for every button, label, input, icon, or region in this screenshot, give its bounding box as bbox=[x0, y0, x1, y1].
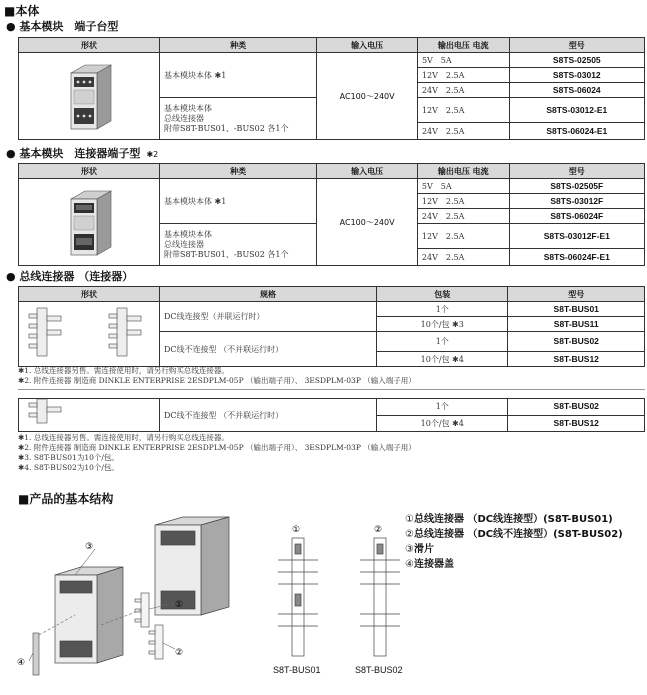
model-cell: S8TS-02505 bbox=[509, 53, 644, 68]
model-cell: S8TS-03012-E1 bbox=[509, 98, 644, 123]
col-header: 规格 bbox=[160, 287, 377, 302]
output-cell: 24V 2.5A bbox=[417, 123, 509, 140]
footnote: ✱1. 总线连接器另售。需连接使用时，请另行购买总线连接器。 bbox=[18, 366, 229, 375]
table2-heading bbox=[6, 145, 158, 161]
model-cell: S8TS-06024-E1 bbox=[509, 123, 644, 140]
table2 bbox=[18, 163, 645, 266]
table3-heading: ● 总线连接器 （连接器） bbox=[6, 270, 134, 283]
bus-connector-image bbox=[19, 302, 159, 362]
pack-cell: 1个 bbox=[377, 302, 508, 317]
pack-cell: 10个/包 ✱3 bbox=[377, 317, 508, 332]
connector-image-cell bbox=[19, 302, 160, 367]
output-cell: 24V 2.5A bbox=[417, 209, 509, 224]
assembly-diagram bbox=[15, 515, 265, 685]
table1 bbox=[18, 37, 645, 140]
table3-header-row bbox=[19, 287, 645, 302]
callout-3: ③ bbox=[85, 542, 94, 552]
callout-1: ① bbox=[175, 600, 184, 610]
legend-num: ④ bbox=[405, 559, 414, 570]
footnotes-b bbox=[18, 433, 416, 473]
model-cell: S8TS-03012F bbox=[509, 194, 644, 209]
model-cell: S8T-BUS12 bbox=[508, 415, 645, 432]
table2-heading-note: ✱2 bbox=[146, 150, 159, 159]
product-image-cell bbox=[19, 179, 160, 266]
table2-heading-text: ● 基本模块 连接器端子型 bbox=[6, 147, 141, 160]
connector-image-cell bbox=[19, 399, 160, 432]
output-cell: 12V 2.5A bbox=[417, 68, 509, 83]
legend-text: 总线连接器 （DC线连接型）(S8T-BUS01) bbox=[413, 514, 613, 525]
bus01-callout: ① bbox=[292, 525, 301, 535]
power-module-image bbox=[19, 53, 159, 135]
kind-line: 基本模块本体 bbox=[164, 103, 212, 113]
bus01-caption: S8T-BUS01 bbox=[273, 665, 321, 675]
pack-cell: 1个 bbox=[377, 332, 508, 352]
legend-num: ① bbox=[405, 514, 414, 525]
legend-item bbox=[405, 512, 623, 527]
footnote: ✱3. S8T-BUS01为10个/包。 bbox=[18, 453, 119, 462]
kind-line: 附带S8T-BUS01、-BUS02 各1个 bbox=[164, 249, 289, 259]
pack-cell: 1个 bbox=[377, 399, 508, 416]
legend-item bbox=[405, 542, 623, 557]
legend-item bbox=[405, 527, 623, 542]
col-header: 形状 bbox=[19, 164, 160, 179]
bus02-drawing bbox=[350, 522, 410, 662]
legend bbox=[405, 512, 623, 572]
output-cell: 5V 5A bbox=[417, 53, 509, 68]
spec-cell: DC线不连接型 （不并联运行时） bbox=[160, 332, 377, 367]
kind-line: 附带S8T-BUS01、-BUS02 各1个 bbox=[164, 123, 289, 133]
table2-header-row bbox=[19, 164, 645, 179]
bus02-callout: ② bbox=[374, 525, 383, 535]
output-cell: 5V 5A bbox=[417, 179, 509, 194]
kind-cell bbox=[160, 98, 317, 140]
bus02-caption: S8T-BUS02 bbox=[355, 665, 403, 675]
legend-text: 滑片 bbox=[413, 544, 434, 555]
legend-num: ③ bbox=[405, 544, 414, 555]
col-header: 输入电压 bbox=[317, 38, 418, 53]
kind-line: 基本模块本体 bbox=[164, 229, 212, 239]
structure-title: ■产品的基本结构 bbox=[18, 492, 114, 506]
section-title: ■本体 bbox=[4, 4, 40, 18]
table1-heading: ● 基本模块 端子台型 bbox=[6, 20, 119, 33]
model-cell: S8TS-03012 bbox=[509, 68, 644, 83]
table-row bbox=[19, 302, 645, 317]
table1-header-row bbox=[19, 38, 645, 53]
spec-cell: DC线不连接型 （不并联运行时） bbox=[160, 399, 377, 432]
col-header: 包装 bbox=[377, 287, 508, 302]
power-module-image bbox=[19, 179, 159, 261]
table-row bbox=[19, 399, 645, 416]
output-cell: 12V 2.5A bbox=[417, 224, 509, 249]
kind-line: 总线连接器 bbox=[164, 239, 204, 249]
model-cell: S8TS-06024F bbox=[509, 209, 644, 224]
input-voltage: AC100～240V bbox=[317, 53, 418, 140]
legend-num: ② bbox=[405, 529, 414, 540]
pack-cell: 10个/包 ✱4 bbox=[377, 415, 508, 432]
footnote: ✱4. S8T-BUS02为10个/包。 bbox=[18, 463, 119, 472]
legend-text: 连接器盖 bbox=[413, 559, 454, 570]
col-header: 型号 bbox=[508, 287, 645, 302]
col-header: 种类 bbox=[160, 164, 317, 179]
model-cell: S8T-BUS12 bbox=[508, 352, 645, 367]
footnote: ✱1. 总线连接器另售。需连接使用时，请另行购买总线连接器。 bbox=[18, 433, 229, 442]
col-header: 输入电压 bbox=[317, 164, 418, 179]
output-cell: 12V 2.5A bbox=[417, 194, 509, 209]
kind-cell: 基本模块本体 ✱1 bbox=[160, 179, 317, 224]
table-row bbox=[19, 179, 645, 194]
table3 bbox=[18, 286, 645, 367]
model-cell: S8TS-06024F-E1 bbox=[509, 249, 644, 266]
legend-text: 总线连接器 （DC线不连接型）(S8T-BUS02) bbox=[413, 529, 623, 540]
col-header: 输出电压 电流 bbox=[417, 164, 509, 179]
pack-cell: 10个/包 ✱4 bbox=[377, 352, 508, 367]
col-header: 型号 bbox=[509, 164, 644, 179]
output-cell: 12V 2.5A bbox=[417, 98, 509, 123]
callout-2: ② bbox=[175, 648, 184, 658]
table3-duplicate-fragment bbox=[18, 398, 645, 432]
callout-4: ④ bbox=[17, 658, 26, 668]
col-header: 形状 bbox=[19, 38, 160, 53]
model-cell: S8T-BUS11 bbox=[508, 317, 645, 332]
footnote: ✱2. 附件连接器 制造商 DINKLE ENTERPRISE 2ESDPLM-05P （输出端子用）、 3ESDPLM-03P （输入端子用） bbox=[18, 443, 416, 452]
kind-cell bbox=[160, 224, 317, 266]
model-cell: S8T-BUS02 bbox=[508, 332, 645, 352]
legend-item bbox=[405, 557, 623, 572]
model-cell: S8T-BUS02 bbox=[508, 399, 645, 416]
footnotes-a bbox=[18, 366, 416, 386]
table-row bbox=[19, 53, 645, 68]
model-cell: S8TS-02505F bbox=[509, 179, 644, 194]
spec-cell: DC线连接型（并联运行时） bbox=[160, 302, 377, 332]
col-header: 型号 bbox=[509, 38, 644, 53]
bus01-drawing bbox=[268, 522, 328, 662]
col-header: 种类 bbox=[160, 38, 317, 53]
model-cell: S8TS-06024 bbox=[509, 83, 644, 98]
bus-connector-image bbox=[19, 399, 159, 427]
model-cell: S8TS-03012F-E1 bbox=[509, 224, 644, 249]
col-header: 形状 bbox=[19, 287, 160, 302]
scan-seam bbox=[18, 389, 645, 390]
col-header: 输出电压 电流 bbox=[417, 38, 509, 53]
kind-cell: 基本模块本体 ✱1 bbox=[160, 53, 317, 98]
output-cell: 24V 2.5A bbox=[417, 249, 509, 266]
input-voltage: AC100～240V bbox=[317, 179, 418, 266]
model-cell: S8T-BUS01 bbox=[508, 302, 645, 317]
footnote: ✱2. 附件连接器 制造商 DINKLE ENTERPRISE 2ESDPLM-05P （输出端子用）、 3ESDPLM-03P （输入端子用） bbox=[18, 376, 416, 385]
product-image-cell bbox=[19, 53, 160, 140]
output-cell: 24V 2.5A bbox=[417, 83, 509, 98]
kind-line: 总线连接器 bbox=[164, 113, 204, 123]
